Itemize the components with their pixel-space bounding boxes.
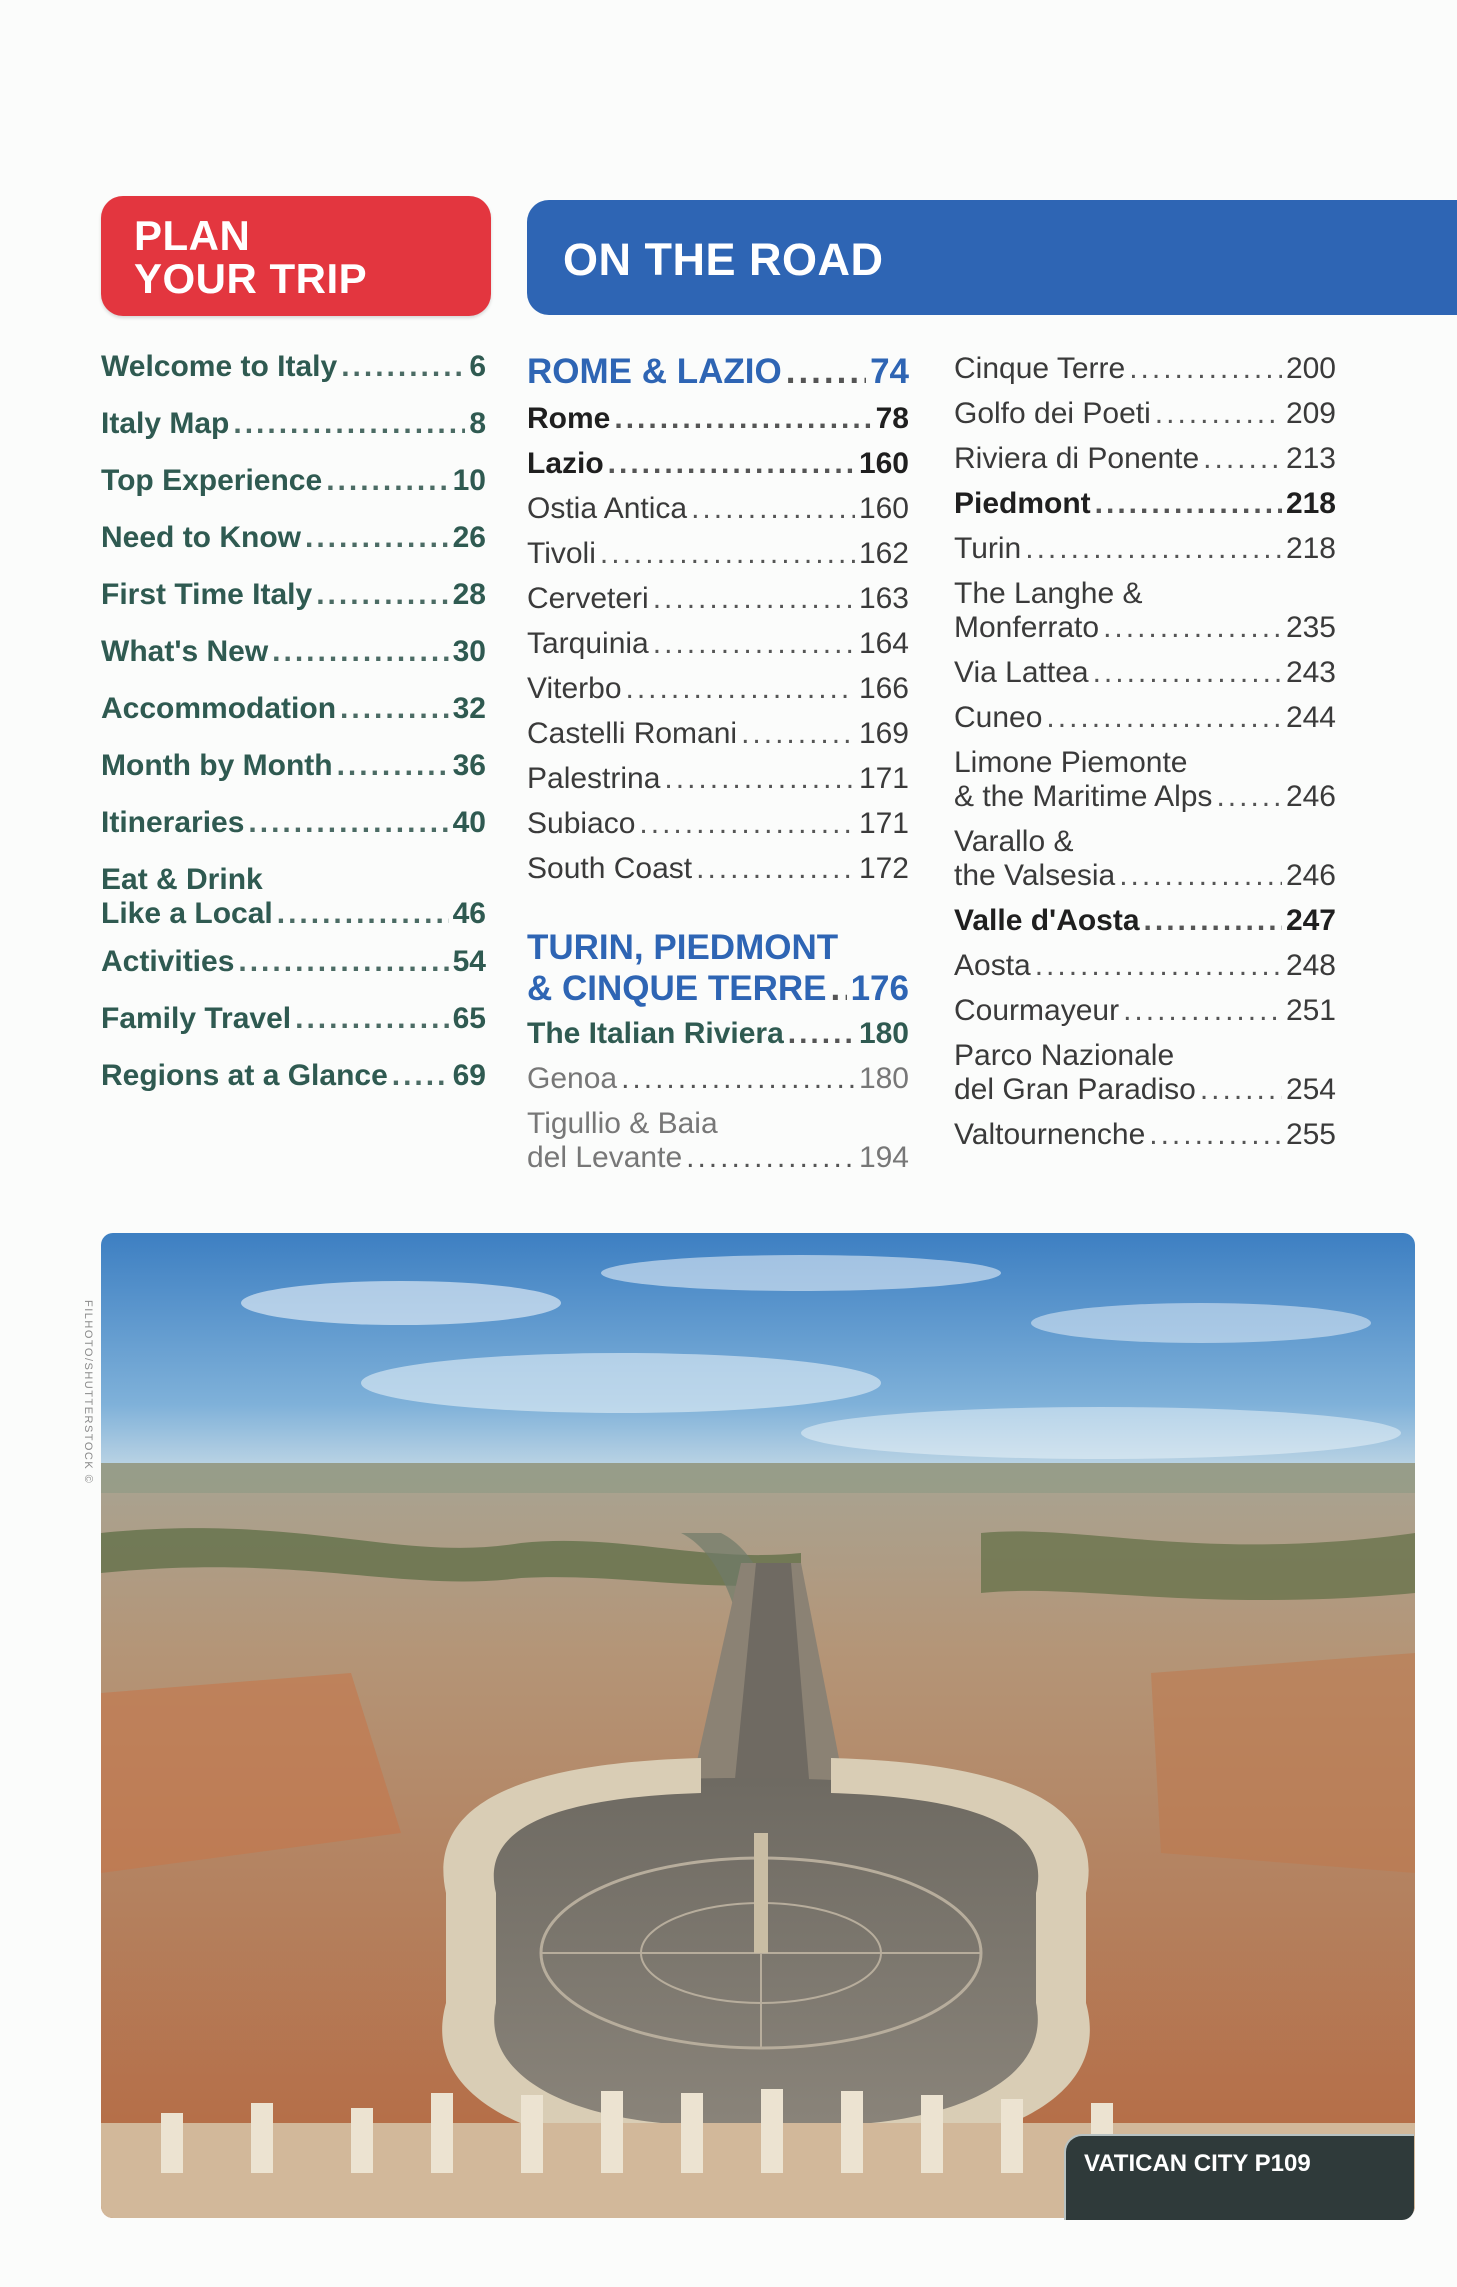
toc-entry[interactable]: Valtournenche ..... 255 xyxy=(954,1118,1336,1163)
toc-entry[interactable]: Ostia Antica ..... 160 xyxy=(527,492,909,537)
toc-entry[interactable]: Genoa ..... 180 xyxy=(527,1062,909,1107)
toc-entry[interactable]: Activities ..... 54 xyxy=(101,945,486,1002)
toc-entry[interactable]: Welcome to Italy ..... 6 xyxy=(101,350,486,407)
toc-entry[interactable]: The Langhe & Monferrato ..... 235 xyxy=(954,577,1336,645)
toc-entry[interactable]: Viterbo ..... 166 xyxy=(527,672,909,717)
toc-entry-line1: The Langhe & xyxy=(954,577,1143,610)
on-the-road-list-2 xyxy=(954,352,1336,1163)
toc-entry[interactable]: Palestrina ..... 171 xyxy=(527,762,909,807)
photo-caption: VATICAN CITY P109 xyxy=(1064,2134,1414,2220)
toc-entry[interactable]: Accommodation ..... 32 xyxy=(101,692,486,749)
toc-entry-line1: Tigullio & Baia xyxy=(527,1107,718,1140)
plan-tab-line1: PLAN xyxy=(134,212,251,259)
toc-entry[interactable]: Valle d'Aosta ..... 247 xyxy=(954,904,1336,949)
toc-entry[interactable]: Riviera di Ponente ..... 213 xyxy=(954,442,1336,487)
section-heading-turin-piedmont[interactable]: TURIN, PIEDMONT & CINQUE TERRE ..... 176 xyxy=(527,927,909,1009)
toc-entry-line1: Limone Piemonte xyxy=(954,746,1188,779)
toc-entry-line1: Eat & Drink xyxy=(101,863,263,896)
toc-entry[interactable]: Turin ..... 218 xyxy=(954,532,1336,577)
vatican-city-photo xyxy=(101,1233,1415,2218)
toc-entry[interactable]: South Coast ..... 172 xyxy=(527,852,909,897)
plan-your-trip-list xyxy=(101,350,486,1116)
section-heading-rome-lazio[interactable]: ROME & LAZIO ..... 74 xyxy=(527,352,909,402)
toc-entry[interactable]: Tivoli ..... 162 xyxy=(527,537,909,582)
toc-entry[interactable]: Cerveteri ..... 163 xyxy=(527,582,909,627)
toc-entry[interactable]: Regions at a Glance ..... 69 xyxy=(101,1059,486,1116)
toc-entry[interactable]: Month by Month ..... 36 xyxy=(101,749,486,806)
toc-entry[interactable]: Italy Map ..... 8 xyxy=(101,407,486,464)
toc-entry[interactable]: Golfo dei Poeti ..... 209 xyxy=(954,397,1336,442)
toc-entry[interactable]: Itineraries ..... 40 xyxy=(101,806,486,863)
toc-entry[interactable]: Cinque Terre ..... 200 xyxy=(954,352,1336,397)
toc-entry[interactable]: Castelli Romani ..... 169 xyxy=(527,717,909,762)
toc-entry[interactable]: Courmayeur ..... 251 xyxy=(954,994,1336,1039)
toc-entry[interactable]: Aosta ..... 248 xyxy=(954,949,1336,994)
toc-entry[interactable]: Need to Know ..... 26 xyxy=(101,521,486,578)
toc-entry[interactable]: Via Lattea ..... 243 xyxy=(954,656,1336,701)
toc-entry[interactable]: Tigullio & Baia del Levante ..... 194 xyxy=(527,1107,909,1175)
toc-entry[interactable]: Subiaco ..... 171 xyxy=(527,807,909,852)
toc-entry[interactable]: Family Travel ..... 65 xyxy=(101,1002,486,1059)
toc-entry[interactable]: Parco Nazionale del Gran Paradiso ..... 254 xyxy=(954,1039,1336,1107)
toc-entry-line1: Parco Nazionale xyxy=(954,1039,1175,1072)
toc-entry[interactable]: Lazio ..... 160 xyxy=(527,447,909,492)
photo-credit: FILHOTO/SHUTTERSTOCK © xyxy=(82,1300,94,1485)
plan-your-trip-tab xyxy=(101,196,491,316)
plan-tab-line2: YOUR TRIP xyxy=(134,255,368,302)
toc-entry[interactable]: Varallo & the Valsesia ..... 246 xyxy=(954,825,1336,893)
toc-entry[interactable]: What's New ..... 30 xyxy=(101,635,486,692)
section-heading-line1: TURIN, PIEDMONT xyxy=(527,928,839,967)
toc-entry[interactable]: Piedmont ..... 218 xyxy=(954,487,1336,532)
toc-entry[interactable]: Rome ..... 78 xyxy=(527,402,909,447)
toc-entry[interactable]: Tarquinia ..... 164 xyxy=(527,627,909,672)
toc-entry[interactable]: Cuneo ..... 244 xyxy=(954,701,1336,746)
road-tab-label: ON THE ROAD xyxy=(563,234,884,285)
toc-entry-line1: Varallo & xyxy=(954,825,1074,858)
toc-entry[interactable]: First Time Italy ..... 28 xyxy=(101,578,486,635)
toc-entry[interactable]: Eat & Drink Like a Local ..... 46 xyxy=(101,863,486,931)
on-the-road-list-1 xyxy=(527,352,909,1186)
on-the-road-tab xyxy=(527,200,1457,315)
toc-entry[interactable]: Top Experience ..... 10 xyxy=(101,464,486,521)
toc-entry[interactable]: The Italian Riviera ..... 180 xyxy=(527,1017,909,1062)
toc-entry[interactable]: Limone Piemonte & the Maritime Alps ..... 246 xyxy=(954,746,1336,814)
